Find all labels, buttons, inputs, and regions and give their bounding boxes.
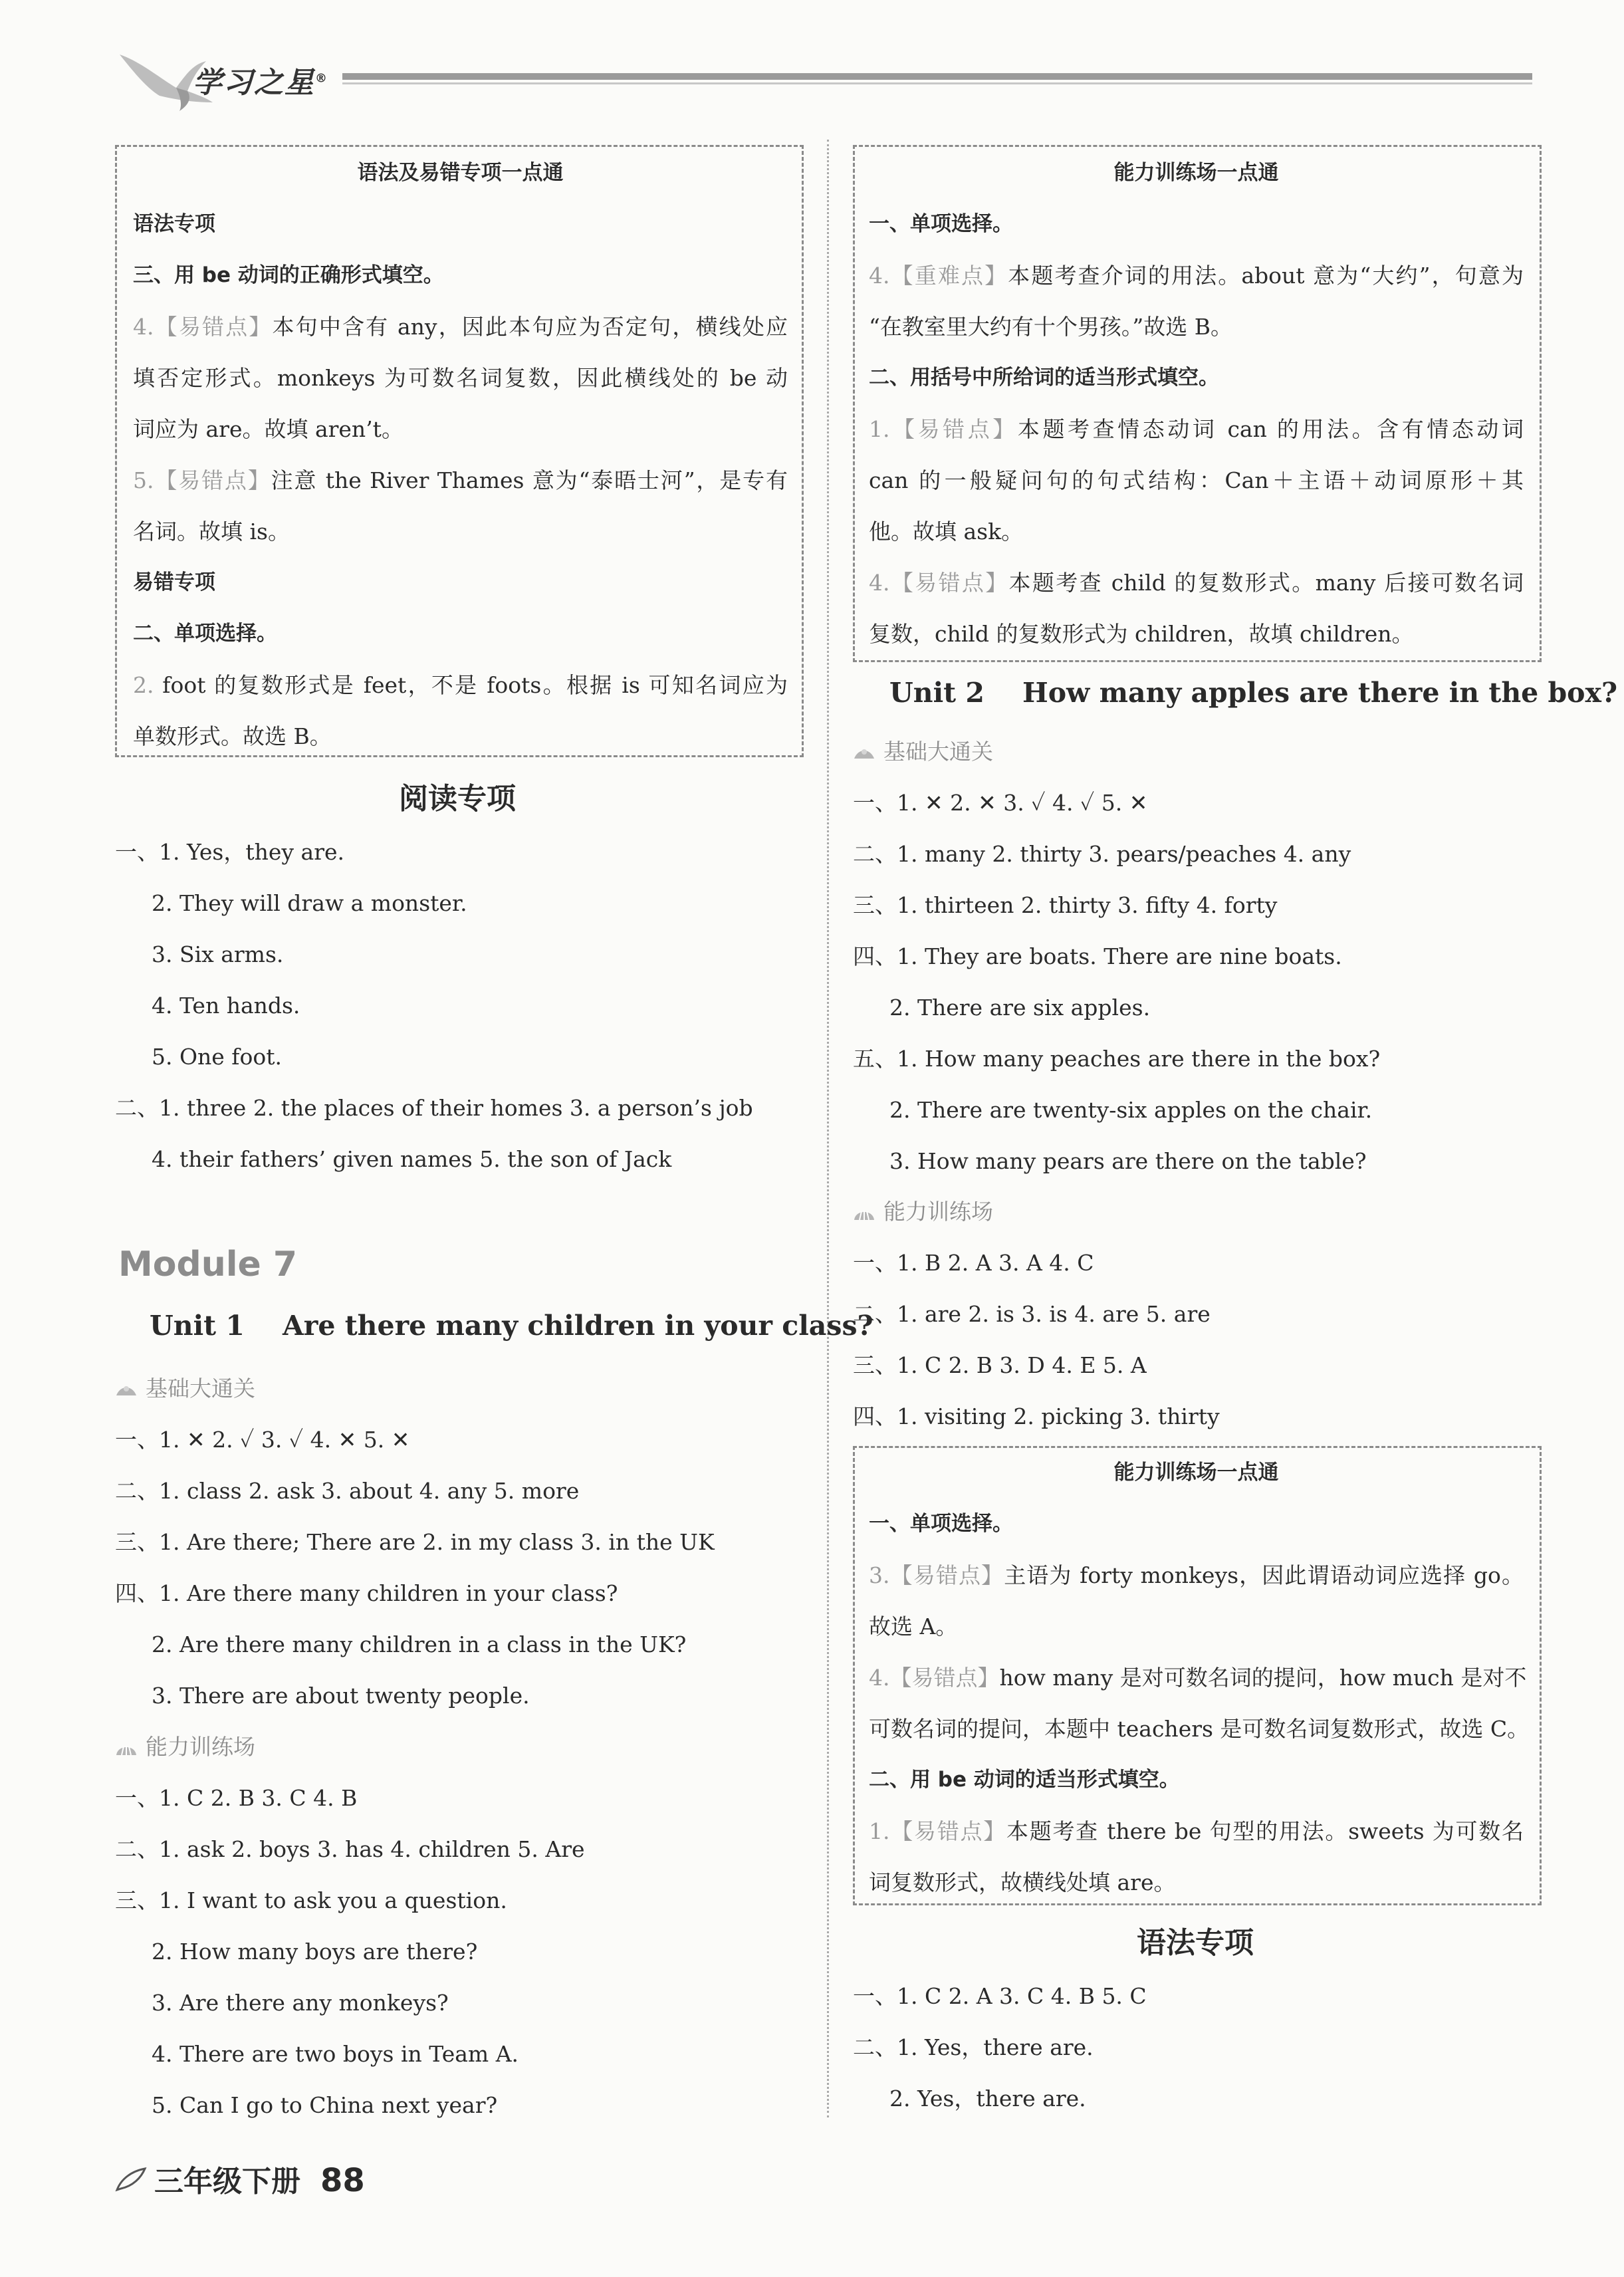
line-text: 一、1. ✕ 2. ✕ 3. ✓ 4. ✓ 5. ✕ [853, 790, 1148, 816]
text-line [115, 2080, 800, 2131]
subsection-label: 能力训练场 [115, 1721, 800, 1772]
text-line [853, 1033, 1538, 1084]
line-text: 一、单项选择。 [869, 212, 1013, 236]
basic-decor-icon [853, 745, 875, 761]
text-line [853, 931, 1538, 982]
line-text: 二、用括号中所给词的适当形式填空。 [869, 366, 1219, 390]
line-text: foot 的复数形式是 feet，不是 foots。根据 is 可知名词应为 [154, 672, 788, 698]
text-line [869, 250, 1524, 301]
text-line [115, 1465, 800, 1516]
column-divider [827, 140, 829, 2117]
reading-section [115, 773, 800, 1185]
text-line [115, 2028, 800, 2080]
line-text: 四、1. visiting 2. picking 3. thirty [853, 1403, 1220, 1429]
grade-label: 三年级下册 [154, 2165, 300, 2199]
line-text: 本题考查 there be 句型的用法。sweets 为可数名 [1006, 1818, 1524, 1844]
subsection-label: 基础大通关 [115, 1363, 800, 1414]
line-text: 易错专项 [133, 570, 215, 594]
line-text: 一、1. C 2. B 3. C 4. B [115, 1785, 358, 1811]
left-ability-section [115, 1721, 800, 2131]
text-line [133, 352, 788, 404]
note-tag: 1.【易错点】 [869, 416, 1018, 442]
text-line [115, 878, 800, 929]
line-text: 二、用 be 动词的适当形式填空。 [869, 1768, 1180, 1792]
line-text: 一、1. C 2. A 3. C 4. B 5. C [853, 1983, 1147, 2009]
module-heading: Module 7 [118, 1245, 298, 1284]
text-line [133, 404, 788, 455]
text-line [133, 557, 788, 608]
line-text: 本题考查情态动词 can 的用法。含有情态动词 [1017, 416, 1524, 442]
line-text: “在教室里大约有十个男孩。”故选 B。 [869, 314, 1232, 340]
text-line [853, 1391, 1538, 1442]
text-line [115, 1875, 800, 1926]
line-text: 五、1. How many peaches are there in the box? [853, 1046, 1381, 1072]
text-line [869, 1652, 1527, 1703]
text-line [869, 506, 1524, 557]
text-line [133, 659, 788, 711]
note-tag: 2. [133, 672, 154, 698]
line-text: 二、1. Yes，there are. [853, 2034, 1094, 2060]
text-line [133, 250, 788, 301]
line-text: 本题考查介词的用法。about 意为“大约”，句意为 [1008, 263, 1524, 289]
line-text: 四、1. They are boats. There are nine boats. [853, 943, 1342, 969]
text-line [853, 982, 1538, 1033]
line-text: 3. There are about twenty people. [152, 1683, 530, 1709]
line-text: 5. Can I go to China next year? [152, 2092, 498, 2118]
text-line [869, 199, 1524, 250]
text-line [115, 1926, 800, 1977]
text-line [133, 608, 788, 659]
line-text: 复数，child 的复数形式为 children，故填 children。 [869, 621, 1414, 647]
feather-icon [114, 2166, 148, 2193]
unit-heading: Unit 1 Are there many children in your class? [150, 1310, 873, 1342]
line-text: can 的一般疑问句的句式结构：Can＋主语＋动词原形＋其 [869, 467, 1524, 493]
line-text: 他。故填 ask。 [869, 519, 1024, 544]
line-text: 二、单项选择。 [133, 622, 277, 646]
line-text: 语法专项 [133, 212, 215, 236]
text-line [115, 1824, 800, 1875]
page-number: 88 [320, 2162, 365, 2199]
note-tag: 4.【易错点】 [869, 570, 1009, 596]
line-text: 词应为 are。故填 aren’t。 [133, 416, 404, 442]
text-line [869, 608, 1524, 659]
text-line [869, 1550, 1524, 1601]
text-line [115, 1568, 800, 1619]
text-line [869, 352, 1524, 404]
subsection-label: 能力训练场 [853, 1186, 1538, 1237]
right-box1 [869, 148, 1524, 659]
line-text: 三、1. Are there; There are 2. in my class 3. in the UK [115, 1529, 715, 1555]
text-line [869, 1498, 1524, 1550]
text-line [869, 455, 1524, 506]
text-line [115, 1670, 800, 1721]
line-text: 4. their fathers’ given names 5. the son of Jack [152, 1146, 672, 1172]
subsection-label: 基础大通关 [853, 726, 1538, 777]
line-text: 三、1. I want to ask you a question. [115, 1887, 507, 1913]
line-text: 名词。故填 is。 [133, 519, 290, 544]
line-text: 词复数形式，故横线处填 are。 [869, 1869, 1176, 1895]
line-text: 填否定形式。monkeys 为可数名词复数，因此横线处的 be 动 [133, 365, 788, 391]
note-tag: 1.【易错点】 [869, 1818, 1006, 1844]
note-tag: 3.【易错点】 [869, 1562, 1004, 1588]
note-tag: 5.【易错点】 [133, 467, 271, 493]
line-text: 二、1. class 2. ask 3. about 4. any 5. more [115, 1478, 580, 1504]
text-line [853, 1971, 1538, 2022]
line-text: how many 是对可数名词的提问，how much 是对不 [999, 1665, 1527, 1691]
brand-title: 学习之星® [193, 66, 328, 100]
note-tag: 4.【易错点】 [133, 314, 273, 340]
line-text: 3. How many pears are there on the table? [889, 1148, 1367, 1174]
text-line [115, 1134, 800, 1185]
text-line [853, 880, 1538, 931]
line-text: 注意 the River Thames 意为“泰晤士河”，是专有 [271, 467, 788, 493]
text-line [115, 1977, 800, 2028]
text-line [115, 1619, 800, 1670]
text-line [115, 1772, 800, 1824]
header-rule [342, 73, 1532, 80]
text-line [115, 1082, 800, 1134]
note-tag: 4.【重难点】 [869, 263, 1008, 289]
text-line [853, 1288, 1538, 1340]
text-line [133, 711, 788, 762]
text-line [869, 1703, 1530, 1754]
section-title: 语法专项 [1137, 1926, 1254, 1960]
unit-heading: Unit 2 How many apples are there in the box? [889, 677, 1617, 709]
line-text: 单数形式。故选 B。 [133, 723, 332, 749]
box-title: 能力训练场一点通 [1113, 161, 1279, 185]
line-text: 4. There are two boys in Team A. [152, 2041, 519, 2067]
text-line [853, 1340, 1538, 1391]
text-line [853, 1237, 1538, 1288]
text-line [869, 1806, 1524, 1857]
right-basic-section [853, 726, 1538, 1187]
text-line [115, 929, 800, 980]
text-line [115, 1414, 800, 1465]
line-text: 本句中含有 any，因此本句应为否定句，横线处应 [272, 314, 788, 340]
note-tag: 4.【易错点】 [869, 1665, 1000, 1691]
line-text: 二、1. are 2. is 3. is 4. are 5. are [853, 1301, 1211, 1327]
line-text: 一、1. B 2. A 3. A 4. C [853, 1250, 1094, 1276]
header-rule-thin [342, 82, 1532, 84]
line-text: 四、1. Are there many children in your class? [115, 1580, 618, 1606]
line-text: 三、用 be 动词的正确形式填空。 [133, 263, 444, 287]
text-line [133, 301, 788, 352]
box-title: 语法及易错专项一点通 [357, 161, 564, 185]
text-line [853, 1136, 1538, 1187]
text-line [115, 1516, 800, 1568]
line-text: 2. Are there many children in a class in the UK? [152, 1631, 687, 1657]
line-text: 3. Are there any monkeys? [152, 1990, 449, 2016]
line-text: 三、1. thirteen 2. thirty 3. fifty 4. forty [853, 892, 1278, 918]
section-title: 阅读专项 [399, 782, 516, 816]
line-text: 2. There are twenty-six apples on the chair. [889, 1097, 1373, 1123]
line-text: 2. Yes，there are. [889, 2086, 1086, 2111]
basic-decor-icon [115, 1382, 138, 1398]
text-line [115, 1031, 800, 1082]
text-line [133, 455, 788, 506]
text-line [853, 777, 1538, 828]
text-line [115, 826, 800, 878]
line-text: 三、1. C 2. B 3. D 4. E 5. A [853, 1352, 1147, 1378]
line-text: 2. They will draw a monster. [152, 890, 467, 916]
line-text: 二、1. three 2. the places of their homes 3. a person’s job [115, 1095, 753, 1121]
text-line [853, 2073, 1538, 2124]
text-line [133, 506, 788, 557]
line-text: 5. One foot. [152, 1044, 283, 1070]
left-box1 [133, 148, 788, 762]
line-text: 故选 A。 [869, 1614, 958, 1639]
line-text: 一、1. Yes，they are. [115, 839, 345, 865]
text-line [853, 2022, 1538, 2073]
text-line [869, 404, 1524, 455]
line-text: 一、单项选择。 [869, 1512, 1013, 1536]
text-line [133, 199, 788, 250]
text-line [869, 1754, 1524, 1806]
line-text: 4. Ten hands. [152, 993, 300, 1019]
text-line [869, 1857, 1524, 1908]
shell-icon [853, 1205, 875, 1221]
line-text: 主语为 forty monkeys，因此谓语动词应选择 go。 [1004, 1562, 1524, 1588]
box-title: 能力训练场一点通 [1113, 1461, 1279, 1485]
text-line [115, 980, 800, 1031]
line-text: 二、1. ask 2. boys 3. has 4. children 5. Are [115, 1836, 585, 1862]
right-grammar-section [853, 1917, 1538, 2124]
line-text: 一、1. ✕ 2. ✓ 3. ✓ 4. ✕ 5. ✕ [115, 1427, 410, 1453]
text-line [869, 301, 1524, 352]
footer [154, 2157, 365, 2200]
text-line [853, 1084, 1538, 1136]
text-line [853, 828, 1538, 880]
line-text: 二、1. many 2. thirty 3. pears/peaches 4. any [853, 841, 1351, 867]
text-line [869, 557, 1524, 608]
right-box2 [869, 1447, 1530, 1908]
line-text: 可数名词的提问，本题中 teachers 是可数名词复数形式，故选 C。 [869, 1716, 1530, 1742]
line-text: 2. How many boys are there? [152, 1939, 478, 1965]
shell-icon [115, 1740, 138, 1756]
line-text: 本题考查 child 的复数形式。many 后接可数名词 [1008, 570, 1524, 596]
line-text: 2. There are six apples. [889, 995, 1151, 1020]
left-basic-section [115, 1363, 800, 1721]
right-ability-section [853, 1186, 1538, 1442]
line-text: 3. Six arms. [152, 941, 284, 967]
text-line [869, 1601, 1524, 1652]
